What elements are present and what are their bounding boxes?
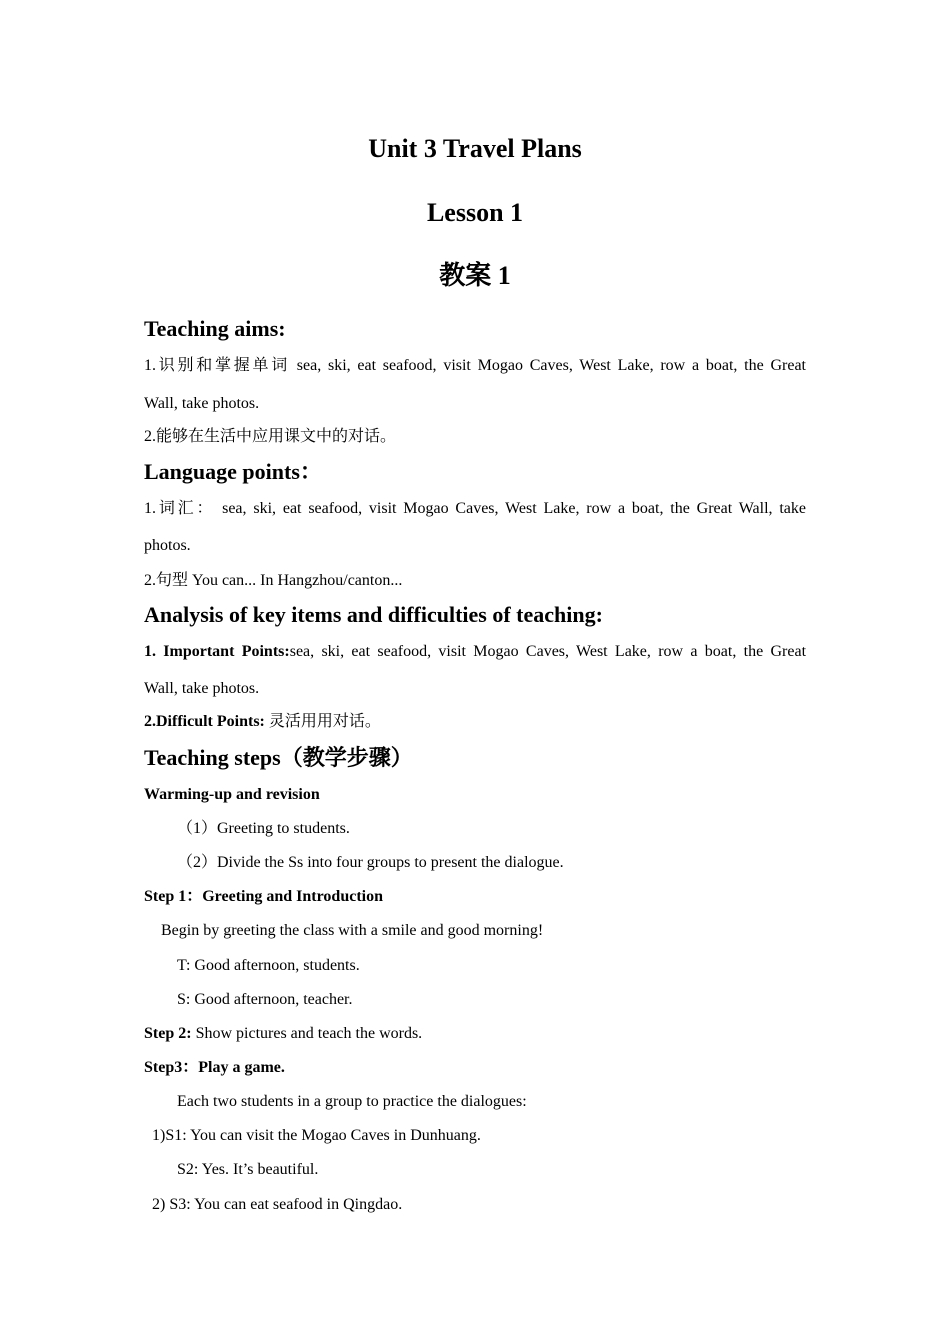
language-points-heading: Language points：: [144, 459, 322, 484]
important-points-label: 1. Important Points:: [144, 643, 290, 660]
difficult-points: [144, 712, 806, 731]
lesson-plan-title: 教案 1: [439, 261, 511, 290]
aims-item-2: 2.能够在生活中应用课文中的对话。: [144, 428, 397, 445]
step-1-student-line: S: Good afternoon, teacher.: [177, 991, 353, 1008]
lesson-title: Lesson 1: [426, 198, 524, 227]
dialogue-2-s3: 2) S3: You can eat seafood in Qingdao.: [152, 1196, 403, 1213]
teaching-aims-heading: Teaching aims:: [144, 316, 286, 341]
aims-item-1-line-1: 1.识别和掌握单词 sea, ski, eat seafood, visit Mogao Caves, West Lake, row a boat, the Great: [144, 357, 806, 374]
difficult-points-text: 灵活用用对话。: [264, 713, 381, 730]
important-points-text: sea, ski, eat seafood, visit Mogao Caves, West Lake, row a boat, the Great: [289, 643, 807, 660]
analysis-heading: Analysis of key items and difficulties of teaching:: [144, 602, 603, 627]
step-2-label: Step 2:: [144, 1025, 192, 1042]
step-3-heading: Step3：Play a game.: [144, 1059, 285, 1076]
step-1-text: Begin by greeting the class with a smile and good morning!: [161, 922, 544, 939]
language-item-1-line-1: 1.词汇： sea, ski, eat seafood, visit Mogao Caves, West Lake, row a boat, the Great Wall, take: [144, 500, 806, 517]
dialogue-1-s1: 1)S1: You can visit the Mogao Caves in Dunhuang.: [152, 1127, 481, 1144]
step-1-teacher-line: T: Good afternoon, students.: [177, 957, 360, 974]
language-item-2: 2.句型 You can... In Hangzhou/canton...: [144, 572, 403, 589]
step-1-heading: Step 1：Greeting and Introduction: [144, 888, 383, 905]
dialogue-1-s2: S2: Yes. It’s beautiful.: [177, 1161, 319, 1178]
step-2-text: Show pictures and teach the words.: [191, 1025, 423, 1042]
warmup-item-1: （1）Greeting to students.: [177, 820, 350, 837]
important-points-line-1: [144, 642, 806, 661]
unit-title: Unit 3 Travel Plans: [368, 134, 582, 163]
warmup-heading: Warming-up and revision: [144, 786, 320, 803]
difficult-points-label: 2.Difficult Points:: [144, 713, 265, 730]
important-points-line-2: Wall, take photos.: [144, 680, 260, 697]
aims-item-1-line-2: Wall, take photos.: [144, 395, 260, 412]
teaching-steps-heading: Teaching steps（教学步骤）: [144, 745, 413, 770]
step-3-text: Each two students in a group to practice the dialogues:: [177, 1093, 527, 1110]
language-item-1-line-2: photos.: [144, 537, 191, 554]
warmup-item-2: （2）Divide the Ss into four groups to present the dialogue.: [177, 854, 564, 871]
step-2: [144, 1024, 806, 1043]
